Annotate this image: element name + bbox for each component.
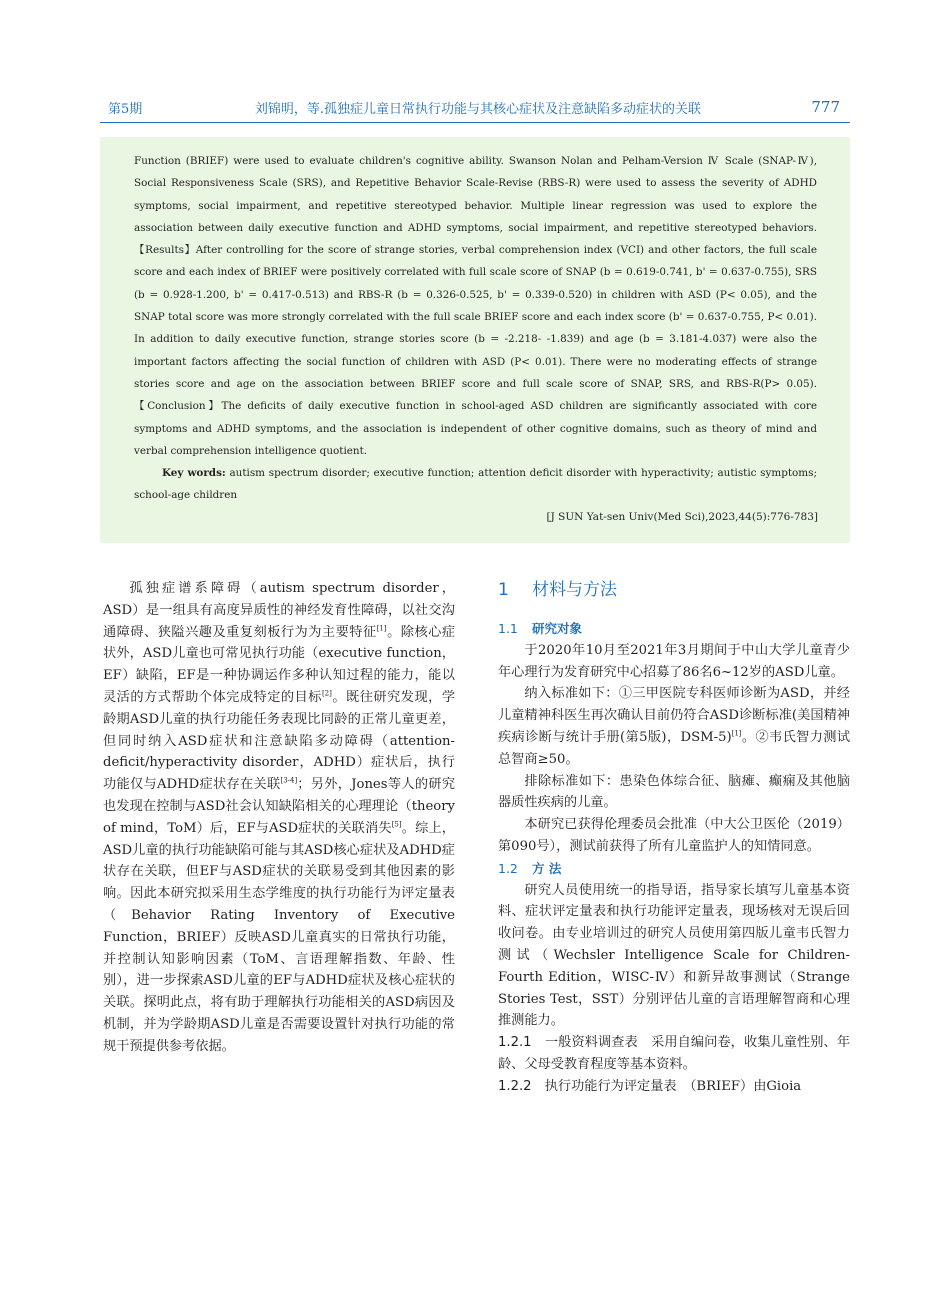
subsection-number: 1.2: [498, 860, 518, 876]
intro-text-2: 。除核心症状外，ASD儿童也可常见执行功能（executive function，EF）缺陷，EF是一种协调运作多种认知过程的能力，能以灵活的方式帮助个体完成特定的目标: [103, 624, 456, 705]
section-number: 1: [498, 580, 509, 600]
inclusion-paragraph: [498, 683, 850, 770]
exclusion-paragraph: 排除标准如下：患染色体综合征、脑瘫、癫痫及其他脑器质性疾病的儿童。: [498, 773, 850, 811]
section-heading-methods: [498, 578, 850, 602]
subsection-title: 方 法: [532, 860, 562, 876]
reference-5: [5]: [391, 820, 402, 829]
header-issue: 第5期: [108, 102, 143, 117]
english-abstract-box: [100, 137, 850, 543]
inclusion-text-1: 纳入标准如下：①三甲医院专科医师诊断为ASD，并经儿童精神科医生再次确认目前仍符合ASD诊断标准(美国精神疾病诊断与统计手册(第5版)，DSM-5): [498, 686, 850, 745]
header-title: 刘锦明，等.孤独症儿童日常执行功能与其核心症状及注意缺陷多动症状的关联: [254, 102, 702, 117]
subsubsection-text: 采用自编问卷，收集儿童性别、年龄、父母受教育程度等基本资料。: [498, 1035, 851, 1072]
subsubsection-label: 1.2.2 执行功能行为评定量表: [498, 1078, 677, 1094]
inclusion-text-2: 。②韦氏智力测试总智商≥50。: [498, 729, 851, 767]
abstract-body: Function (BRIEF) were used to evaluate children's cognitive ability. Swanson Nolan and Pelham-Version Ⅳ Scale (SNAP-Ⅳ), Social Responsiveness Scale (SRS), and Repetitive Behavior Scale-Revise (RBS-R) were used to assess the severity of ADHD symptoms, social impairment, and repetitive stereotyped behavior. Multiple linear regression was used to explore the association between daily executive function and ADHD symptoms, social impairment, and repetitive stereotyped behaviors.【Results】After controlling for the score of strange stories, verbal comprehension index (VCI) and other factors, the full scale score and each index of BRIEF were positively correlated with full scale score of SNAP (b = 0.619-0.741, b' = 0.637-0.755), SRS (b = 0.928-1.200, b' = 0.417-0.513) and RBS-R (b = 0.326-0.525, b' = 0.339-0.520) in children with ASD (P< 0.05), and the SNAP total score was more strongly correlated with the full scale BRIEF score and each index score (b' = 0.637-0.755, P< 0.01). In addition to daily executive function, strange stories score (b = -2.218- -1.839) and age (b = 3.181-4.037) were also the important factors affecting the social function of children with ASD (P< 0.01). There were no moderating effects of strange stories score and age on the association between BRIEF score and full scale score of SNAP, SRS, and RBS-R(P> 0.05).【Conclusion】The deficits of daily executive function in school-aged ASD children are significantly associated with core symptoms and ADHD symptoms, and the association is independent of other cognitive domains, such as theory of mind and verbal comprehension intelligence quotient.: [134, 155, 817, 457]
abstract-keywords: [134, 462, 817, 507]
left-column: [103, 578, 455, 1058]
intro-text-1: 孤独症谱系障碍（autism spectrum disorder，ASD）是一组具有高度异质性的神经发育性障碍，以社交沟通障碍、狭隘兴趣及重复刻板行为为主要特征: [103, 581, 455, 640]
keywords-text: autism spectrum disorder; executive function; attention deficit disorder with hyperactivity; autistic symptoms; school-age children: [134, 467, 817, 502]
subsubsection-text: （BRIEF）由Gioia: [689, 1078, 802, 1094]
subsubsection-brief: [498, 1076, 850, 1098]
subsection-heading-subjects: [498, 618, 850, 640]
subjects-paragraph: 于2020年10月至2021年3月期间于中山大学儿童青少年心理行为发育研究中心招募了86名6~12岁的ASD儿童。: [498, 642, 850, 680]
subsection-number: 1.1: [498, 621, 518, 636]
methods-paragraph: 研究人员使用统一的指导语，指导家长填写儿童基本资料、症状评定量表和执行功能评定量表，现场核对无误后回收问卷。由专业培训过的研究人员使用第四版儿童韦氏智力测试（Wechsler Intelligence Scale for Children-Fourth Edition，WISC-Ⅳ）和新异故事测试（Strange Stories Test，SST）分别评估儿童的言语理解智商和心理推测能力。: [498, 882, 850, 1029]
keywords-label: Key words:: [162, 467, 226, 480]
journal-citation: [J SUN Yat-sen Univ(Med Sci),2023,44(5):776-783]: [546, 511, 818, 523]
subsubsection-label: 1.2.1 一般资料调查表: [498, 1035, 638, 1051]
subsubsection-general-info: [498, 1032, 850, 1076]
abstract-text: [134, 150, 817, 507]
subsection-heading-methods: [498, 858, 850, 880]
intro-text-4: ；另外，Jones等人的研究也发现在控制与ASD社会认知缺陷相关的心理理论（theory of mind，ToM）后，EF与ASD症状的关联消失: [103, 777, 456, 836]
intro-text-3: 。既往研究发现，学龄期ASD儿童的执行功能任务表现比同龄的正常儿童更差，但同时纳入ASD症状和注意缺陷多动障碍（attention-deficit/hyperactivity disorder，ADHD）症状后，执行功能仅与ADHD症状存在关联: [103, 689, 456, 793]
running-header: [100, 96, 850, 123]
intro-text-5: 。综上，ASD儿童的执行功能缺陷可能与其ASD核心症状及ADHD症状存在关联，但EF与ASD症状的关联易受到其他因素的影响。因此本研究拟采用生态学维度的执行功能行为评定量表（Behavior Rating Inventory of Executive Function，BRIEF）反映ASD儿童真实的日常执行功能，并控制认知影响因素（ToM、言语理解指数、年龄、性别），进一步探索ASD儿童的EF与ADHD症状及核心症状的关联。探明此点，将有助于理解执行功能相关的ASD病因及机制，并为学龄期ASD儿童是否需要设置针对执行功能的常规干预提供参考依据。: [103, 820, 455, 1054]
intro-paragraph: [103, 578, 455, 1058]
ethics-paragraph: 本研究已获得伦理委员会批准（中大公卫医伦（2019）第090号），测试前获得了所有儿童监护人的知情同意。: [498, 817, 850, 854]
reference-inclusion: [1]: [731, 729, 742, 738]
reference-1: [1]: [376, 624, 387, 633]
header-page-number: 777: [811, 98, 840, 116]
right-column: [498, 578, 850, 1098]
reference-2: [2]: [321, 689, 332, 698]
section-title: 材料与方法: [532, 580, 617, 600]
subsection-title: 研究对象: [532, 621, 583, 636]
reference-3-4: [3-4]: [280, 776, 298, 785]
